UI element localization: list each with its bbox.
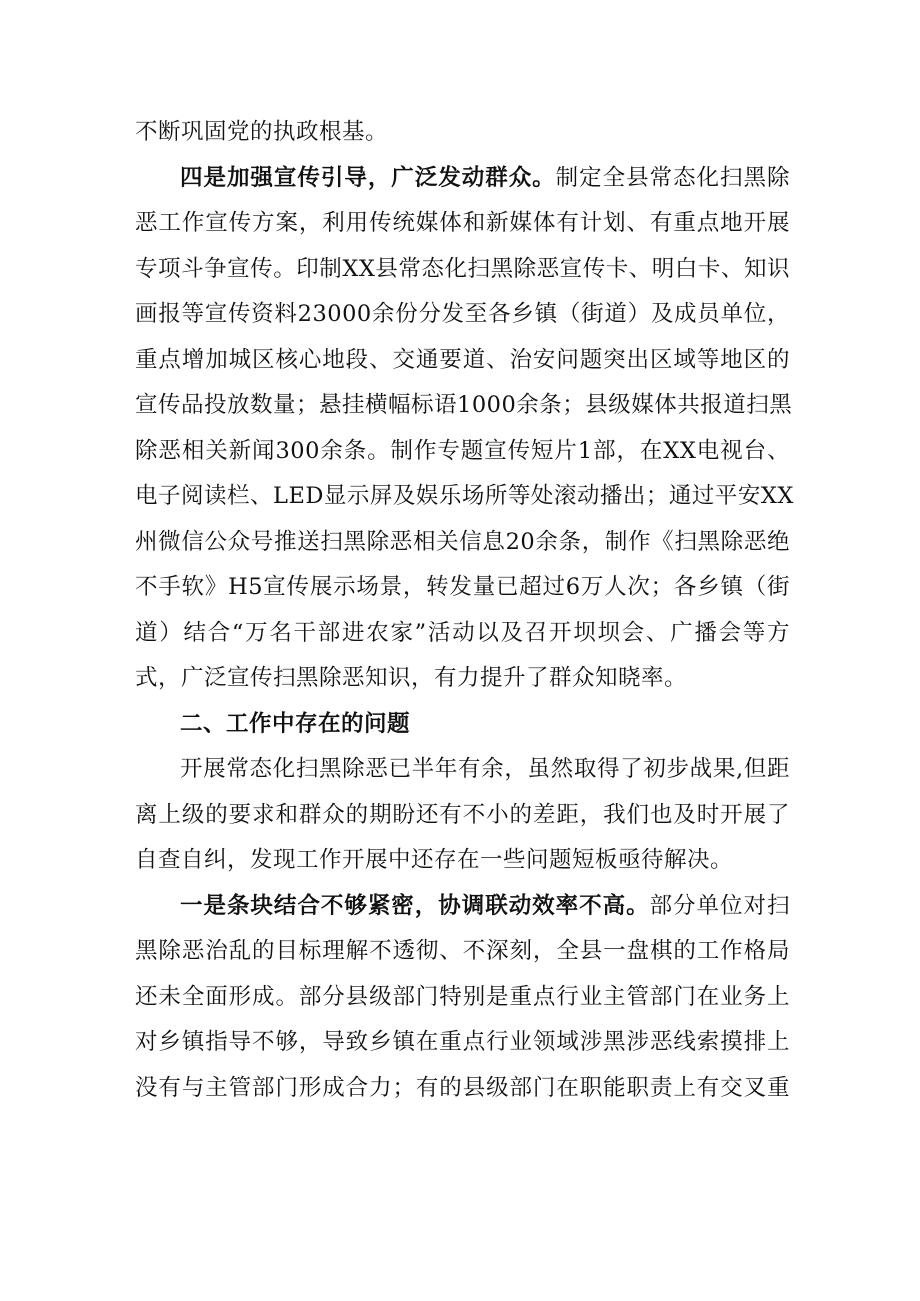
paragraph-lead-bold: 四是加强宣传引导，广泛发动群众。 (180, 164, 556, 191)
paragraph-line: 式，广泛宣传扫黑除恶知识，有力提升了群众知晓率。 (135, 665, 688, 691)
paragraph-first-line (135, 884, 790, 930)
paragraph-line: 画报等宣传资料23000余份分发至各乡镇（街道）及成员单位， (135, 301, 790, 327)
paragraph-line: 除恶相关新闻300余条。制作专题宣传短片1部，在XX电视台、 (135, 437, 790, 464)
paragraph-line: 电子阅读栏、LED显示屏及娱乐场所等处滚动播出；通过平安XX (135, 483, 794, 509)
paragraph-line: 恶工作宣传方案，利用传统媒体和新媒体有计划、有重点地开展 (135, 210, 790, 236)
paragraph-text: 部分单位对扫 (649, 892, 790, 919)
section-heading: 二、工作中存在的问题 (180, 710, 411, 737)
paragraph-line: 宣传品投放数量；悬挂横幅标语1000余条；县级媒体共报道扫黑 (135, 392, 793, 418)
paragraph-first-line (135, 156, 790, 202)
paragraph-line: 道）结合“万名干部进农家”活动以及召开坝坝会、广播会等方 (135, 619, 790, 646)
paragraph-line: 没有与主管部门形成合力；有的县级部门在职能职责上有交叉重 (135, 1074, 790, 1101)
paragraph-line: 自查自纠，发现工作开展中还存在一些问题短板亟待解决。 (135, 847, 734, 873)
paragraph-line: 不断巩固党的执政根基。 (135, 119, 389, 145)
paragraph-text: 制定全县常态化扫黑除 (555, 164, 790, 191)
paragraph-line: 黑除恶治乱的目标理解不透彻、不深刻，全县一盘棋的工作格局 (135, 938, 790, 964)
paragraph-line: 对乡镇指导不够，导致乡镇在重点行业领域涉黑涉恶线索摸排上 (135, 1029, 790, 1055)
paragraph-line: 还未全面形成。部分县级部门特别是重点行业主管部门在业务上 (135, 983, 790, 1010)
paragraph-line: 州微信公众号推送扫黑除恶相关信息20余条，制作《扫黑除恶绝 (135, 528, 790, 555)
paragraph-lead-bold: 一是条块结合不够紧密，协调联动效率不高。 (180, 892, 650, 919)
paragraph-line: 不手软》H5宣传展示场景，转发量已超过6万人次；各乡镇（街 (135, 574, 790, 600)
paragraph-first-line: 开展常态化扫黑除恶已半年有余，虽然取得了初步战果,但距 (180, 756, 790, 782)
paragraph-line: 离上级的要求和群众的期盼还有不小的差距，我们也及时开展了 (135, 801, 790, 828)
document-page (135, 110, 794, 1111)
paragraph-line: 专项斗争宣传。印制XX县常态化扫黑除恶宣传卡、明白卡、知识 (135, 255, 790, 282)
paragraph-line: 重点增加城区核心地段、交通要道、治安问题突出区域等地区的 (135, 346, 790, 373)
